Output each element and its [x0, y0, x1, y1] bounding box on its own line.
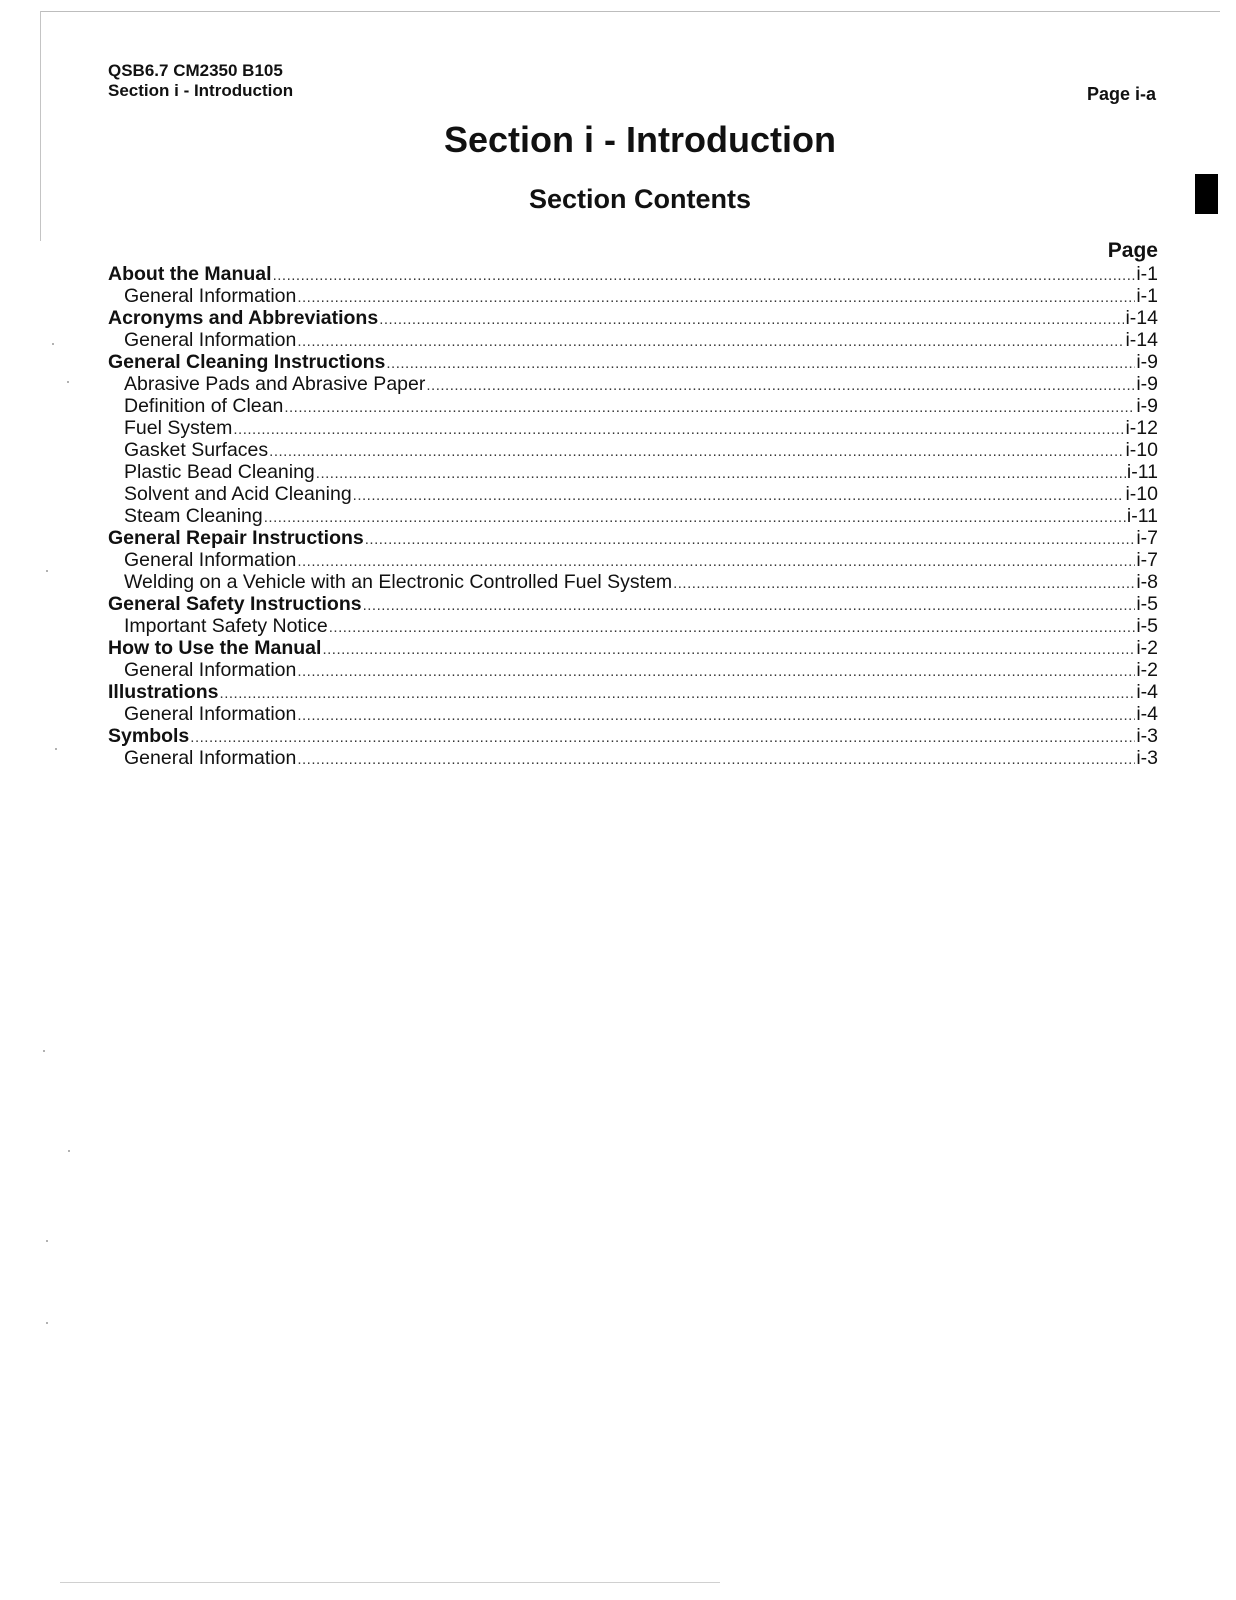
toc-dot-leader	[386, 351, 1135, 373]
table-of-contents	[108, 239, 1158, 769]
toc-dot-leader	[233, 417, 1124, 439]
toc-dot-leader	[673, 571, 1135, 593]
toc-subentry	[108, 373, 1158, 395]
toc-entry-label: General Repair Instructions	[108, 527, 364, 549]
toc-entry-page: i-9	[1136, 351, 1158, 373]
toc-dot-leader	[297, 549, 1135, 571]
toc-dot-leader	[190, 725, 1135, 747]
toc-subentry	[108, 483, 1158, 505]
toc-subentry	[108, 615, 1158, 637]
toc-subentry	[108, 747, 1158, 769]
toc-entry-page: i-7	[1136, 549, 1158, 571]
section-name: Section i - Introduction	[108, 81, 294, 100]
toc-subentry	[108, 549, 1158, 571]
toc-entry	[108, 263, 1158, 285]
toc-subentry	[108, 461, 1158, 483]
toc-subentry	[108, 285, 1158, 307]
toc-entry-label: Solvent and Acid Cleaning	[124, 483, 352, 505]
toc-entry-page: i-8	[1136, 571, 1158, 593]
toc-subentry	[108, 329, 1158, 351]
toc-entry	[108, 593, 1158, 615]
scan-edge-bottom	[60, 1582, 720, 1583]
toc-entry-label: Gasket Surfaces	[124, 439, 269, 461]
toc-entry	[108, 351, 1158, 373]
toc-entry-label: General Information	[124, 329, 297, 351]
toc-entry	[108, 637, 1158, 659]
scan-speck	[46, 1240, 48, 1242]
toc-entry-page: i-5	[1136, 593, 1158, 615]
toc-entry-page: i-1	[1136, 285, 1158, 307]
toc-entry	[108, 527, 1158, 549]
toc-entry-page: i-5	[1136, 615, 1158, 637]
toc-entry-label: Welding on a Vehicle with an Electronic Controlled Fuel System	[124, 571, 673, 593]
doc-id: QSB6.7 CM2350 B105	[108, 61, 283, 80]
page-subtitle: Section Contents	[528, 184, 751, 214]
toc-subentry	[108, 703, 1158, 725]
toc-dot-leader	[363, 593, 1136, 615]
toc-entry-label: How to Use the Manual	[108, 637, 322, 659]
scan-speck	[68, 1150, 70, 1152]
toc-subentry	[108, 439, 1158, 461]
toc-entry-page: i-9	[1136, 373, 1158, 395]
toc-subentry	[108, 505, 1158, 527]
toc-subentry	[108, 417, 1158, 439]
toc-dot-leader	[322, 637, 1135, 659]
toc-dot-leader	[379, 307, 1124, 329]
running-header	[108, 61, 293, 101]
toc-entry-page: i-4	[1136, 703, 1158, 725]
toc-entry-page: i-14	[1125, 307, 1158, 329]
toc-entry-page: i-1	[1136, 263, 1158, 285]
toc-dot-leader	[297, 329, 1124, 351]
toc-entry-label: Steam Cleaning	[124, 505, 263, 527]
toc-dot-leader	[426, 373, 1135, 395]
toc-dot-leader	[264, 505, 1126, 527]
toc-dot-leader	[273, 263, 1136, 285]
toc-subentry	[108, 571, 1158, 593]
toc-dot-leader	[284, 395, 1135, 417]
toc-entry-label: General Information	[124, 747, 297, 769]
scan-speck	[67, 381, 69, 383]
toc-entry-label: Acronyms and Abbreviations	[108, 307, 379, 329]
toc-entry-page: i-2	[1136, 659, 1158, 681]
scan-speck	[43, 1050, 45, 1052]
toc-entry	[108, 307, 1158, 329]
section-tab-marker	[1195, 174, 1218, 214]
toc-entry-label: Plastic Bead Cleaning	[124, 461, 315, 483]
toc-entry-page: i-10	[1125, 483, 1158, 505]
toc-entry-page: i-3	[1136, 725, 1158, 747]
toc-dot-leader	[297, 659, 1135, 681]
toc-entry-label: Abrasive Pads and Abrasive Paper	[124, 373, 426, 395]
toc-entry-page: i-7	[1136, 527, 1158, 549]
toc-entries	[108, 263, 1158, 769]
scan-speck	[46, 1322, 48, 1324]
toc-entry-page: i-2	[1136, 637, 1158, 659]
toc-dot-leader	[297, 285, 1135, 307]
toc-entry-label: Definition of Clean	[124, 395, 284, 417]
toc-page-column-header: Page	[1107, 239, 1158, 262]
toc-dot-leader	[269, 439, 1124, 461]
toc-dot-leader	[297, 703, 1135, 725]
scan-speck	[55, 748, 57, 750]
page-label: Page i-a	[1086, 84, 1156, 104]
page-title: Section i - Introduction	[444, 119, 836, 160]
toc-entry	[108, 681, 1158, 703]
scan-speck	[52, 343, 54, 345]
toc-entry	[108, 725, 1158, 747]
scan-speck	[46, 570, 48, 572]
toc-entry-label: General Information	[124, 659, 297, 681]
toc-dot-leader	[220, 681, 1136, 703]
toc-entry-page: i-3	[1136, 747, 1158, 769]
toc-subentry	[108, 395, 1158, 417]
toc-entry-page: i-11	[1126, 461, 1158, 483]
toc-entry-label: Fuel System	[124, 417, 233, 439]
toc-entry-page: i-12	[1125, 417, 1158, 439]
toc-entry-label: General Information	[124, 285, 297, 307]
toc-entry-page: i-11	[1126, 505, 1158, 527]
toc-entry-page: i-14	[1125, 329, 1158, 351]
toc-entry-page: i-4	[1136, 681, 1158, 703]
toc-entry-page: i-9	[1136, 395, 1158, 417]
toc-dot-leader	[297, 747, 1135, 769]
toc-entry-label: General Information	[124, 549, 297, 571]
toc-dot-leader	[316, 461, 1126, 483]
toc-entry-label: About the Manual	[108, 263, 272, 285]
toc-entry-label: Symbols	[108, 725, 190, 747]
scan-edge-top	[40, 11, 1220, 12]
toc-entry-page: i-10	[1125, 439, 1158, 461]
toc-entry-label: Illustrations	[108, 681, 219, 703]
toc-entry-label: General Information	[124, 703, 297, 725]
toc-entry-label: Important Safety Notice	[124, 615, 328, 637]
toc-dot-leader	[365, 527, 1136, 549]
toc-dot-leader	[353, 483, 1125, 505]
toc-dot-leader	[329, 615, 1136, 637]
toc-entry-label: General Cleaning Instructions	[108, 351, 386, 373]
toc-entry-label: General Safety Instructions	[108, 593, 362, 615]
toc-subentry	[108, 659, 1158, 681]
